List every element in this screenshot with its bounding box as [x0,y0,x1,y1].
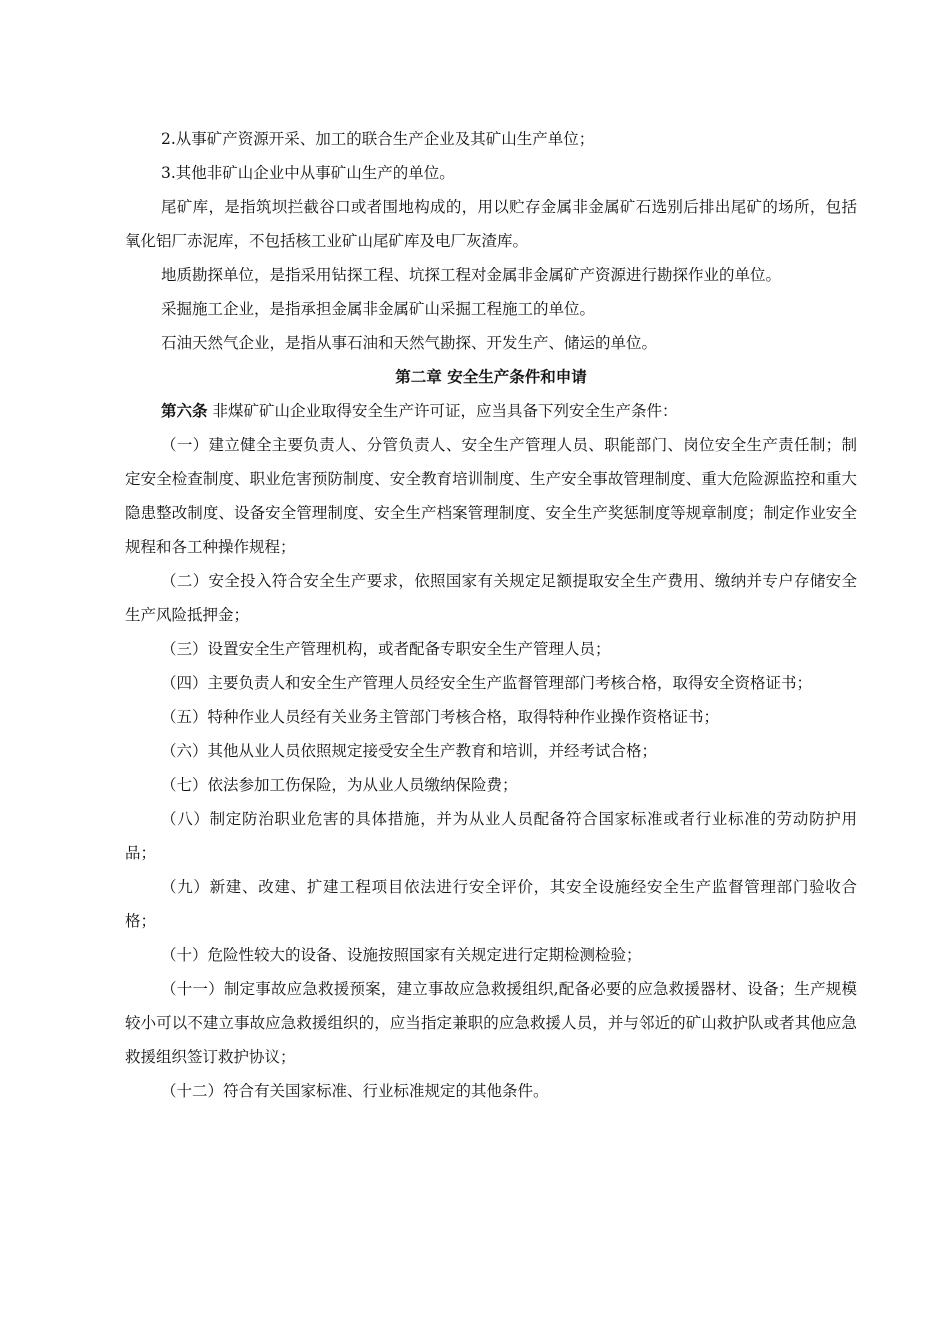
condition-11: （十一）制定事故应急救援预案，建立事故应急救援组织,配备必要的应急救援器材、设备；生产规模较小可以不建立事故应急救援组织的，应当指定兼职的应急救援人员，并与邻近的矿山救护队或者其他应急救援组织签订救护协议； [125,980,857,1066]
chapter-heading: 第二章 安全生产条件和申请 [395,367,587,386]
article-six [125,394,857,428]
paragraph-item-2: 2.从事矿产资源开采、加工的联合生产企业及其矿山生产单位； [161,130,595,148]
condition-10: （十）危险性较大的设备、设施按照国家有关规定进行定期检测检验； [161,946,642,964]
condition-7: （七）依法参加工伤保险，为从业人员缴纳保险费； [161,776,518,794]
paragraph-excavation-definition: 采掘施工企业，是指承担金属非金属矿山采掘工程施工的单位。 [161,300,596,318]
condition-4: （四）主要负责人和安全生产管理人员经安全生产监督管理部门考核合格，取得安全资格证书； [161,674,813,692]
paragraph-oil-gas-definition: 石油天然气企业，是指从事石油和天然气勘探、开发生产、储运的单位。 [161,334,658,352]
condition-3: （三）设置安全生产管理机构，或者配备专职安全生产管理人员； [161,640,611,658]
paragraph-geological-exploration-definition: 地质勘探单位，是指采用钻探工程、坑探工程对金属非金属矿产资源进行勘探作业的单位。 [161,266,782,284]
condition-5: （五）特种作业人员经有关业务主管部门考核合格，取得特种作业操作资格证书； [161,708,720,726]
condition-8: （八）制定防治职业危害的具体措施，并为从业人员配备符合国家标准或者行业标准的劳动防护用品； [125,810,857,862]
document-body [125,122,857,1108]
paragraph-item-3: 3.其他非矿山企业中从事矿山生产的单位。 [161,164,455,182]
article-text: 非煤矿矿山企业取得安全生产许可证，应当具备下列安全生产条件： [207,402,678,420]
condition-1: （一）建立健全主要负责人、分管负责人、安全生产管理人员、职能部门、岗位安全生产责任制；制定安全检查制度、职业危害预防制度、安全教育培训制度、生产安全事故管理制度、重大危险源监控和重大隐患整改制度、设备安全管理制度、安全生产档案管理制度、安全生产奖惩制度等规章制度；制定作业安全规程和各工种操作规程； [125,436,857,556]
article-number: 第六条 [161,401,208,420]
condition-12: （十二）符合有关国家标准、行业标准规定的其他条件。 [161,1082,549,1100]
condition-9: （九）新建、改建、扩建工程项目依法进行安全评价，其安全设施经安全生产监督管理部门验收合格； [125,878,857,930]
condition-2: （二）安全投入符合安全生产要求，依照国家有关规定足额提取安全生产费用、缴纳并专户存储安全生产风险抵押金； [125,572,857,624]
paragraph-tailings-definition: 尾矿库，是指筑坝拦截谷口或者围地构成的，用以贮存金属非金属矿石选别后排出尾矿的场所，包括氧化铝厂赤泥库，不包括核工业矿山尾矿库及电厂灰渣库。 [125,198,857,250]
condition-6: （六）其他从业人员依照规定接受安全生产教育和培训，并经考试合格； [161,742,658,760]
